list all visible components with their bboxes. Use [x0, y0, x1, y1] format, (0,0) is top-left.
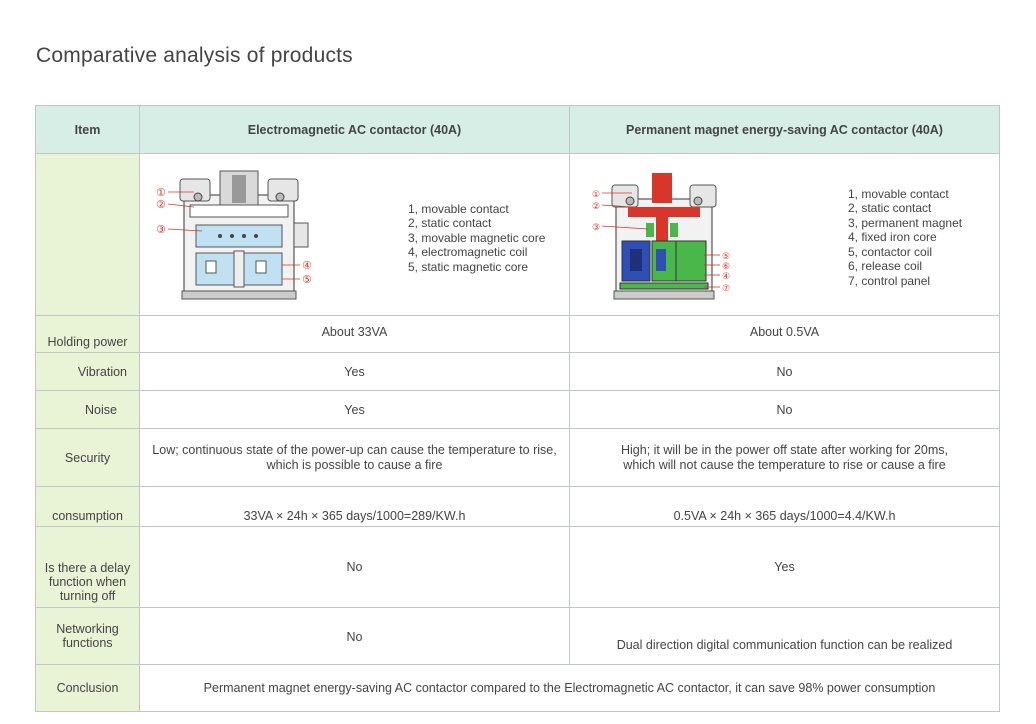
marker-2: ② — [592, 201, 601, 212]
legend-item: 5, static magnetic core — [408, 259, 529, 274]
marker-2: ② — [156, 197, 166, 211]
electromagnetic-contactor-diagram — [154, 167, 324, 302]
row-label-security: Security — [36, 429, 140, 487]
header-item: Item — [36, 106, 140, 154]
marker-1: ① — [592, 189, 601, 200]
legend-item: 3, permanent magnet — [848, 215, 963, 230]
cell-vibration-a: Yes — [140, 353, 570, 391]
cell-noise-b: No — [570, 391, 1000, 429]
legend-item: 1, movable contact — [408, 201, 509, 216]
comparison-table — [35, 105, 1000, 712]
permanent-magnet-contactor-diagram — [592, 171, 742, 303]
row-label-holding-power: Holding power — [36, 316, 140, 353]
cell-conclusion: Permanent magnet energy-saving AC contactor compared to the Electromagnetic AC contactor, it can save 98% power consumption — [140, 665, 1000, 712]
cell-noise-a: Yes — [140, 391, 570, 429]
legend-permanent-magnet — [848, 187, 962, 289]
legend-item: 4, fixed iron core — [848, 230, 937, 244]
legend-item: 4, electromagnetic coil — [408, 245, 528, 259]
row-label-vibration: Vibration — [36, 353, 140, 391]
table-row — [36, 608, 1000, 665]
legend-item: 3, movable magnetic core — [408, 230, 546, 245]
table-row — [36, 154, 1000, 316]
cell-networking-b: Dual direction digital communication function can be realized — [570, 608, 1000, 665]
legend-item: 1, movable contact — [848, 186, 949, 201]
cell-consumption-b: 0.5VA × 24h × 365 days/1000=4.4/KW.h — [570, 487, 1000, 527]
marker-3: ③ — [156, 222, 166, 236]
header-permanent-magnet: Permanent magnet energy-saving AC contactor (40A) — [570, 106, 1000, 154]
legend-item: 2, static contact — [408, 216, 492, 230]
legend-item: 2, static contact — [848, 201, 932, 215]
cell-holding-b: About 0.5VA — [570, 316, 1000, 353]
row-label-networking: Networking functions — [36, 608, 140, 665]
row-label-noise: Noise — [36, 391, 140, 429]
page-title: Comparative analysis of products — [36, 44, 353, 67]
cell-holding-a: About 33VA — [140, 316, 570, 353]
row-label-delay: Is there a delay function when turning off — [36, 527, 140, 608]
legend-item: 6, release coil — [848, 259, 923, 273]
table-row — [36, 527, 1000, 608]
marker-7: ⑦ — [722, 283, 731, 294]
cell-networking-a: No — [140, 608, 570, 665]
marker-1: ① — [156, 185, 166, 199]
diagram-cell-electromagnetic — [140, 154, 570, 316]
table-row — [36, 487, 1000, 527]
cell-delay-a: No — [140, 527, 570, 608]
cell-delay-b: Yes — [570, 527, 1000, 608]
row-label-consumption: consumption — [36, 487, 140, 527]
header-electromagnetic: Electromagnetic AC contactor (40A) — [140, 106, 570, 154]
row-label-conclusion: Conclusion — [36, 665, 140, 712]
cell-consumption-a: 33VA × 24h × 365 days/1000=289/KW.h — [140, 487, 570, 527]
table-row — [36, 316, 1000, 353]
marker-3: ③ — [592, 222, 601, 233]
table-row — [36, 391, 1000, 429]
marker-5: ⑤ — [302, 272, 312, 286]
table-header-row — [36, 106, 1000, 154]
cell-vibration-b: No — [570, 353, 1000, 391]
legend-electromagnetic — [408, 202, 545, 275]
marker-6: ⑥ — [722, 261, 731, 272]
cell-security-b: High; it will be in the power off state after working for 20ms, which will not cause the temperature to rise or cause a fire — [570, 429, 1000, 487]
legend-item: 7, control panel — [848, 273, 931, 288]
table-row — [36, 665, 1000, 712]
cell-security-a: Low; continuous state of the power-up can cause the temperature to rise, which is possible to cause a fire — [140, 429, 570, 487]
marker-4: ④ — [722, 271, 731, 282]
row-label-empty — [36, 154, 140, 316]
table-row — [36, 429, 1000, 487]
marker-5: ⑤ — [722, 251, 731, 262]
legend-item: 5, contactor coil — [848, 244, 933, 259]
table-row — [36, 353, 1000, 391]
diagram-cell-permanent-magnet — [570, 154, 1000, 316]
marker-4: ④ — [302, 258, 312, 272]
